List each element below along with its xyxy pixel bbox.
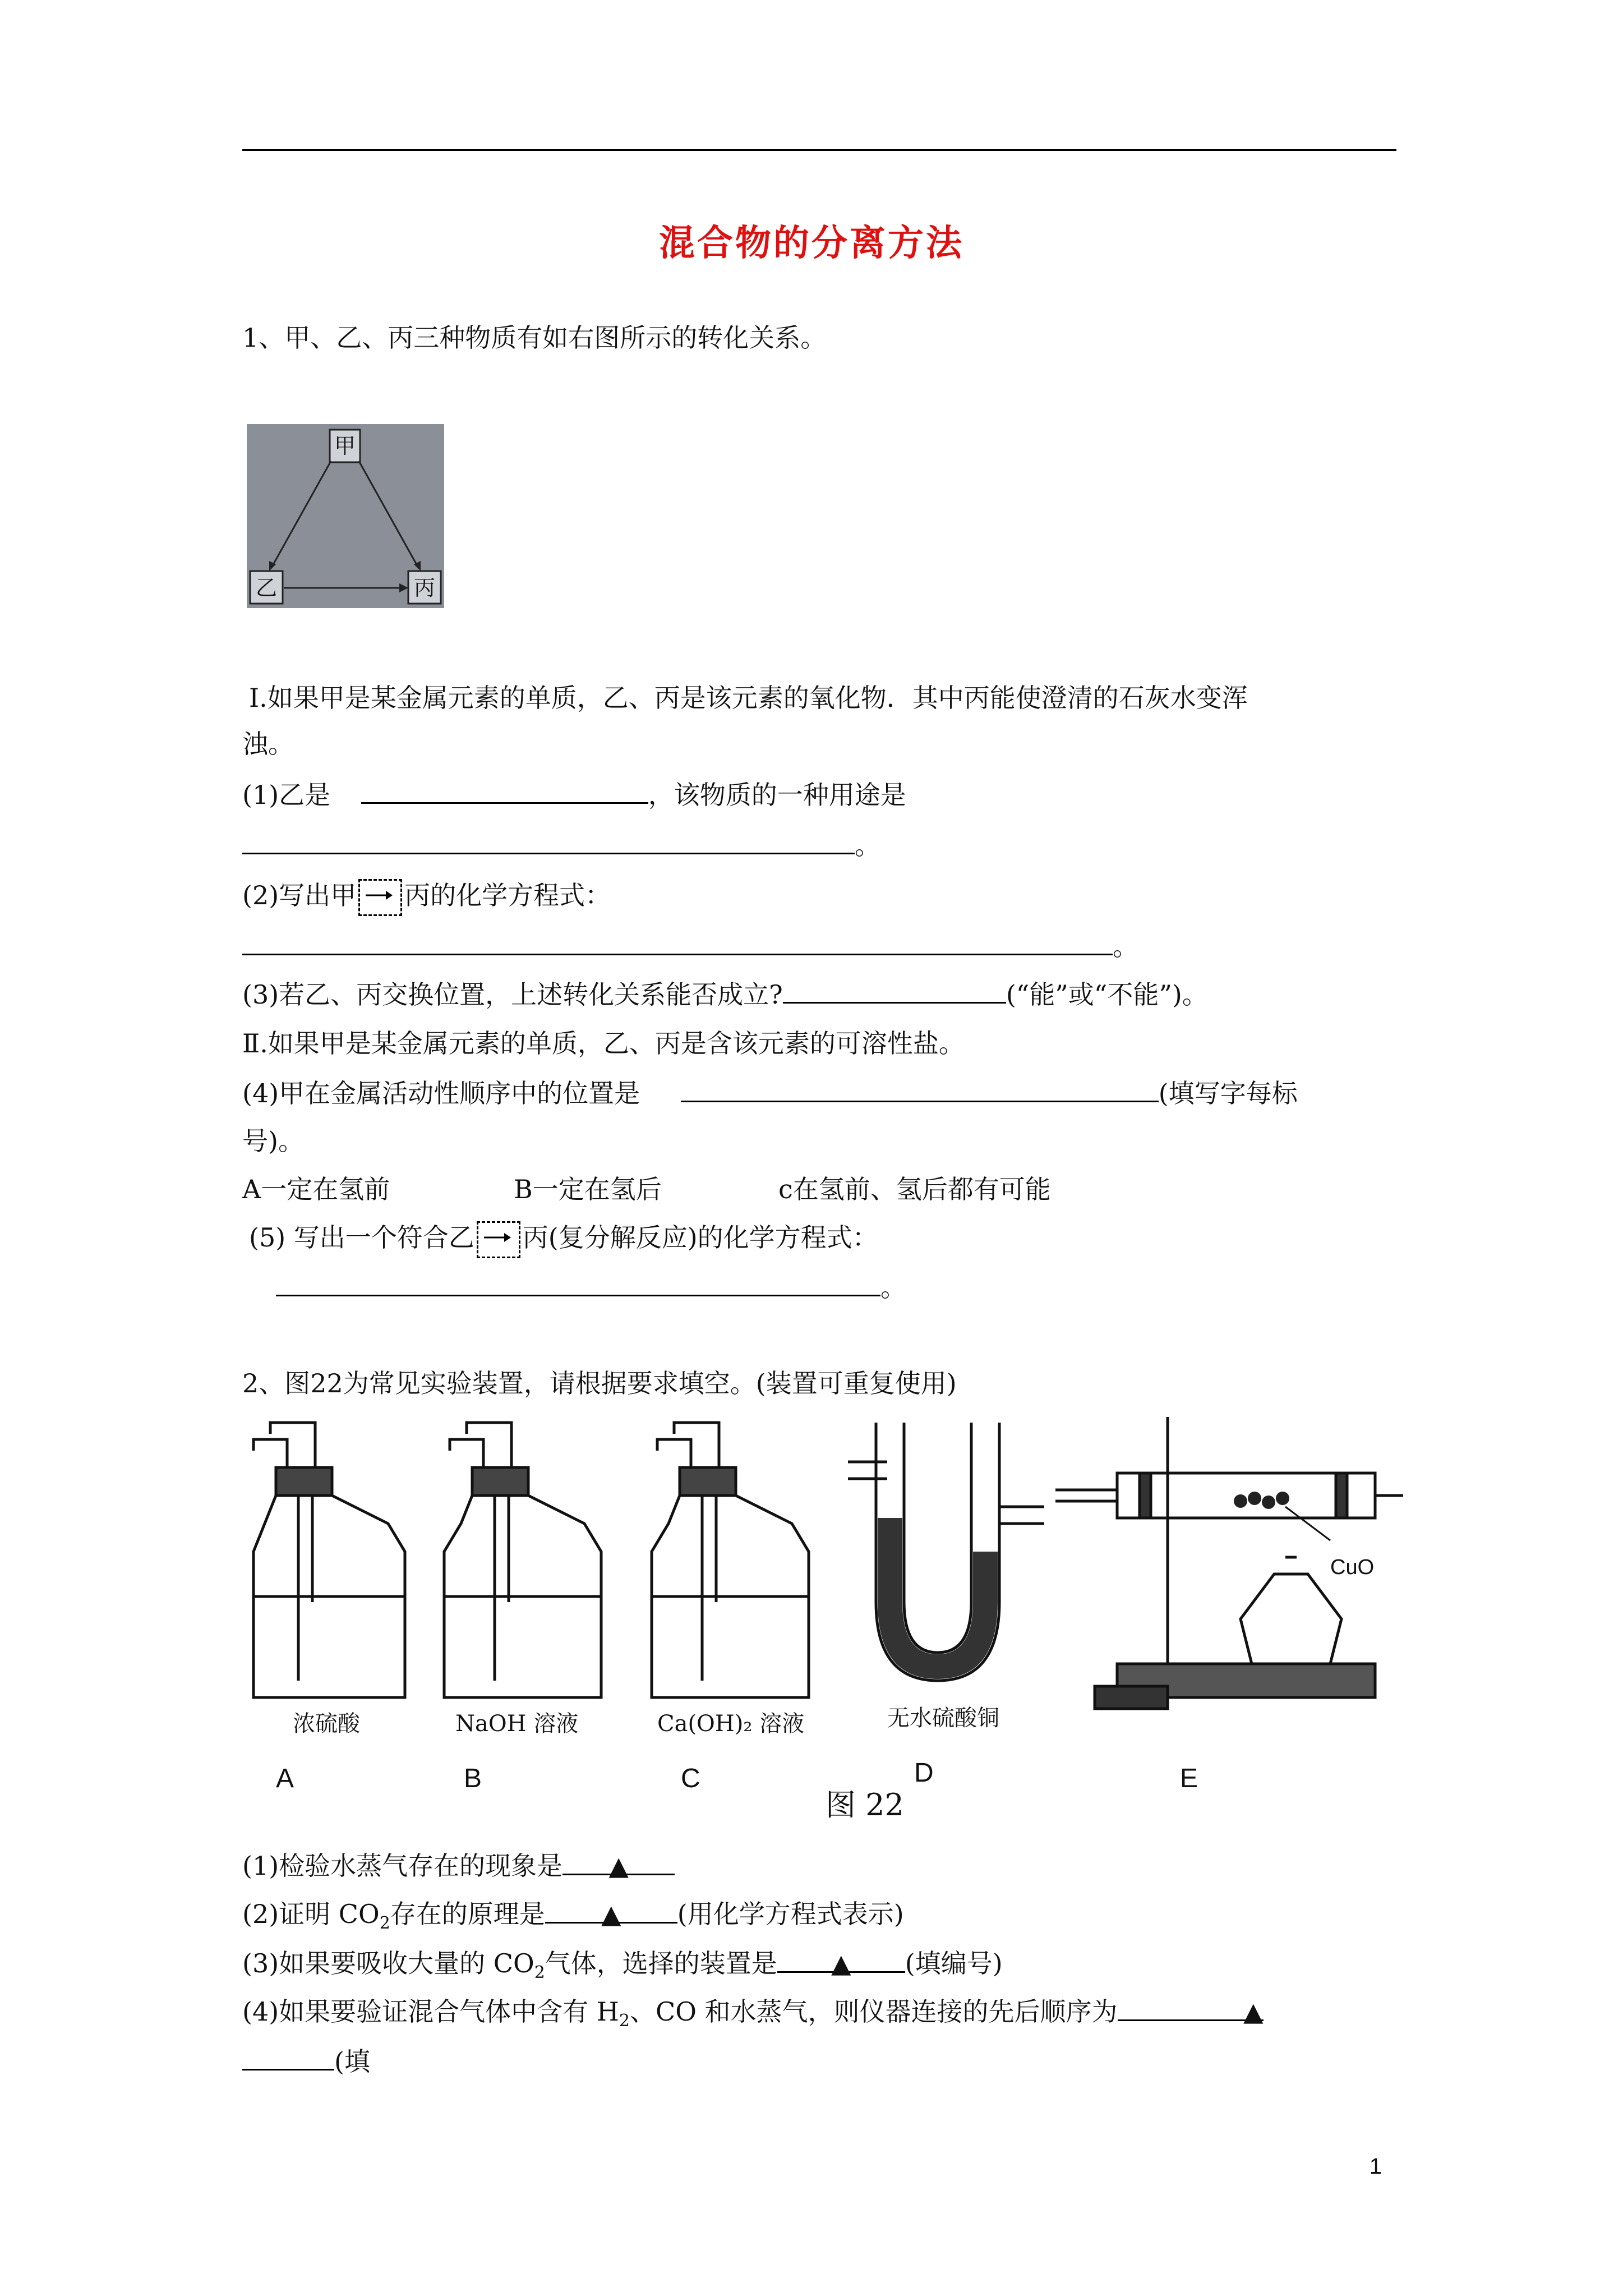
letter-d: D: [914, 1758, 934, 1788]
letter-a: A: [276, 1764, 294, 1793]
q1-option-c: c在氢前、氢后都有可能: [778, 1174, 1051, 1204]
q2-s3-text: (3)如果要吸收大量的 CO: [242, 1948, 534, 1978]
q1-option-b: B一定在氢后: [514, 1174, 662, 1204]
diagram-node-left: 乙: [255, 576, 278, 600]
figure-caption: 图 22: [826, 1787, 904, 1823]
q1-s2-end: 。: [1113, 931, 1138, 961]
q2-s2-hint: (用化学方程式表示): [677, 1899, 904, 1929]
q1-s1-text: ，该物质的一种用途是: [648, 780, 906, 810]
q2-s4-subscript: 2: [619, 2011, 630, 2031]
u-tube-d: [848, 1423, 1044, 1681]
q2-s4-answer-blank[interactable]: [1118, 1995, 1264, 2027]
q1-s1: [242, 777, 906, 812]
q1-s5-text: (5) 写出一个符合乙: [249, 1222, 474, 1253]
q1-s4-answer-blank[interactable]: [681, 1076, 1159, 1102]
q1-s5-equation-blank[interactable]: [276, 1270, 880, 1296]
answer-mark-icon: ▲: [831, 1948, 851, 1978]
q2-s4-hint: (填: [334, 2046, 370, 2077]
q1-s2-text: 丙的化学方程式：: [404, 880, 611, 910]
q1-s5-text-b: 丙(复分解反应)的化学方程式：: [522, 1222, 878, 1253]
q1-s4-hint: (填写字每标: [1158, 1078, 1298, 1108]
q1-s2-equation-blank[interactable]: [242, 929, 1113, 955]
q2-s3-subscript: 2: [534, 1963, 545, 1983]
q1-s1-line2: [242, 828, 880, 862]
q1-s1-answer-blank[interactable]: [361, 777, 648, 804]
answer-mark-icon: ▲: [601, 1899, 621, 1929]
figure-22: [242, 1417, 1403, 1830]
q2-s3-answer-blank[interactable]: [777, 1947, 905, 1978]
q2-s2-subscript: 2: [379, 1913, 390, 1934]
q1-s3-text: (3)若乙、丙交换位置，上述转化关系能否成立?: [242, 979, 783, 1010]
q1-stem: 1、甲、乙、丙三种物质有如右图所示的转化关系。: [242, 323, 827, 353]
u-tube-d-fill: [878, 1518, 998, 1679]
letter-b: B: [464, 1764, 482, 1793]
q1-s5-line2: [276, 1270, 906, 1304]
q2-stem: 2、图22为常见实验装置，请根据要求填空。(装置可重复使用): [242, 1368, 957, 1398]
q1-s5-end: 。: [880, 1272, 906, 1303]
q1-s1-end: 。: [855, 830, 880, 861]
q1-diagram: [247, 424, 444, 608]
q1-s2-line2: [242, 929, 1138, 963]
q1-s3-hint: (“能”或“不能”)。: [1006, 979, 1208, 1010]
q2-s3: [242, 1947, 1003, 1990]
q2-s2: [242, 1897, 904, 1940]
q2-s4-text-b: 、CO 和水蒸气，则仪器连接的先后顺序为: [630, 1996, 1118, 2027]
q1-part1-heading-a: Ⅰ.如果甲是某金属元素的单质，乙、丙是该元素的氧化物．其中丙能使澄清的石灰水变浑: [249, 683, 1248, 713]
q2-s1-answer-blank[interactable]: [562, 1849, 675, 1881]
letter-e: E: [1180, 1764, 1198, 1793]
q1-part2-heading: Ⅱ.如果甲是某金属元素的单质，乙、丙是含该元素的可溶性盐。: [242, 1028, 965, 1059]
q1-s2-label: (2)写出甲: [242, 880, 357, 910]
label-d: 无水硫酸铜: [887, 1705, 999, 1731]
q2-s4-line2: [242, 2044, 370, 2078]
bottle-b: [444, 1423, 601, 1697]
q1-s3-answer-blank[interactable]: [783, 977, 1006, 1004]
bottle-a: [253, 1423, 405, 1697]
q1-part1-heading-b: 浊。: [242, 729, 294, 759]
bottle-c: [652, 1423, 809, 1697]
letter-c: C: [681, 1764, 700, 1793]
q1-s4-text: (4)甲在金属活动性顺序中的位置是: [242, 1078, 640, 1108]
diagram-node-right: 丙: [413, 576, 436, 600]
q1-s1-label: (1)乙是: [242, 780, 331, 810]
label-c: Ca(OH)₂ 溶液: [657, 1711, 805, 1737]
q2-s2-answer-blank[interactable]: [545, 1897, 677, 1929]
q1-s1-use-blank[interactable]: [242, 828, 855, 854]
q1-option-a: A一定在氢前: [242, 1174, 390, 1204]
q2-s3-text-b: 气体，选择的装置是: [545, 1948, 777, 1978]
dashed-arrow-icon: [358, 879, 402, 916]
q2-s4-answer-blank-cont[interactable]: [242, 2044, 334, 2070]
q1-s5: [249, 1221, 878, 1258]
label-a: 浓硫酸: [293, 1711, 360, 1737]
q2-s2-text-b: 存在的原理是: [390, 1899, 545, 1929]
q2-s1: [242, 1849, 675, 1883]
q1-s4-line2: 号)。: [242, 1126, 304, 1156]
q2-s4: [242, 1995, 1264, 2038]
q2-s3-hint: (填编号): [905, 1948, 1003, 1978]
q2-s2-text: (2)证明 CO: [242, 1899, 380, 1929]
page-number: 1: [1369, 2154, 1382, 2179]
answer-mark-icon: ▲: [1243, 1996, 1264, 2027]
dashed-arrow-icon: [477, 1221, 520, 1258]
cuo-powder: [1234, 1492, 1289, 1509]
diagram-node-top: 甲: [334, 434, 356, 458]
q2-s4-text: (4)如果要验证混合气体中含有 H: [242, 1996, 619, 2027]
q1-s2: [242, 878, 611, 916]
label-b: NaOH 溶液: [455, 1711, 579, 1737]
answer-mark-icon: ▲: [608, 1851, 629, 1881]
header-rule: [242, 149, 1396, 151]
page-title: 混合物的分离方法: [659, 222, 964, 264]
q1-s4: [242, 1076, 1298, 1110]
q1-s3: [242, 977, 1208, 1011]
label-e: CuO: [1330, 1556, 1375, 1579]
q2-s1-text: (1)检验水蒸气存在的现象是: [242, 1851, 563, 1881]
